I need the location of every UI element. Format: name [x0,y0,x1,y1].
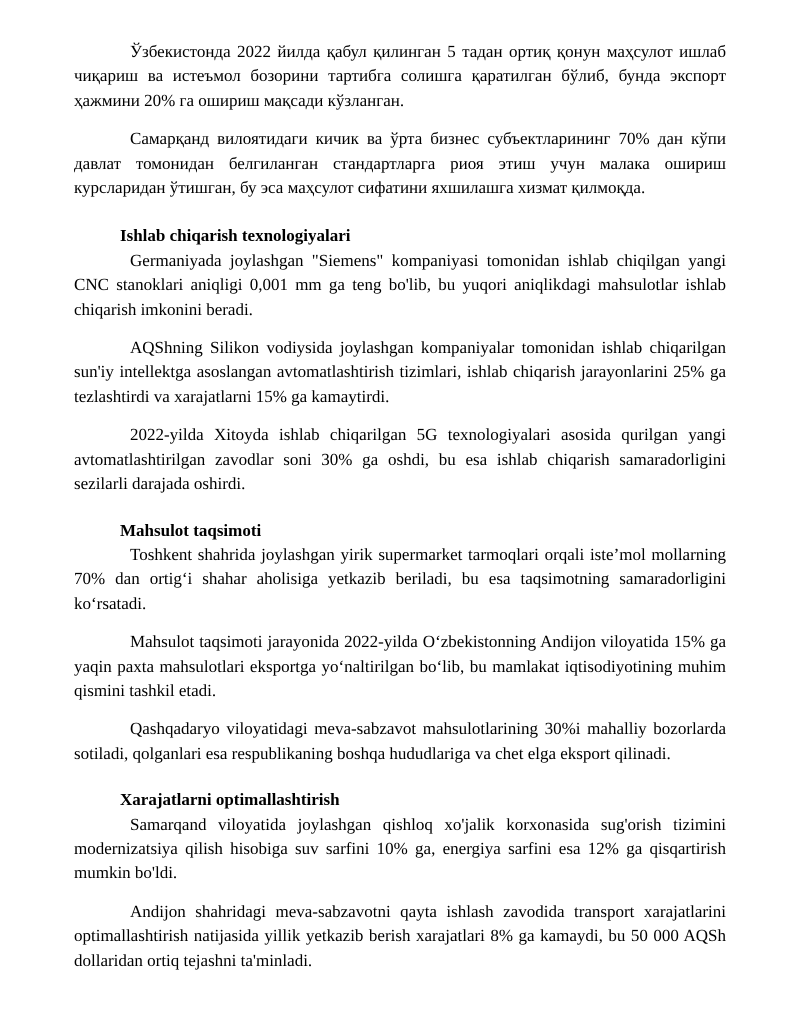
section-heading-cost-optimization: Xarajatlarni optimallashtirish [120,790,340,810]
section-3-paragraph-2: Andijon shahridagi meva-sabzavotni qayta ishlash zavodida transport xarajatlarini optimallashtirish natijasida yillik yetkazib berish xarajatlari 8% ga kamaydi, bu 50 000 AQSh dollaridan ortiq tejashni ta'minladi. [74,901,726,970]
section-heading-product-distribution: Mahsulot taqsimoti [120,520,262,540]
section-2-paragraph-1: Toshkent shahrida joylashgan yirik supermarket tarmoqlari orqali iste’mol mollarning 70% dan ortig‘i shahar aholisiga yetkazib beriladi, bu esa taqsimotning samaradorligini ko‘rsatadi. [74,544,726,613]
section-1-paragraph-2: AQShning Silikon vodiysida joylashgan kompaniyalar tomonidan ishlab chiqarilgan sun'iy intellektga asoslangan avtomatlashtirish tizimlari, ishlab chiqarish jarayonlarini 25% ga tezlashtirdi va xarajatlarni 15% ga kamaytirdi. [74,338,726,406]
section-1-paragraph-3: 2022-yilda Xitoyda ishlab chiqarilgan 5G texnologiyalari asosida qurilgan yangi avtomatlashtirilgan zavodlar soni 30% ga oshdi, bu esa ishlab chiqarish samaradorligini sezilarli darajada oshirdi. [74,425,726,494]
section-3-paragraph-1: Samarqand viloyatida joylashgan qishloq xo'jalik korxonasida sug'orish tizimini modernizatsiya qilish hisobiga suv sarfini 10% ga, energiya sarfini esa 12% ga qisqartirish mumkin bo'ldi. [74,814,726,883]
intro-paragraph-1: Ўзбекистонда 2022 йилда қабул қилинган 5 тадан ортиқ қонун маҳсулот ишлаб чиқариш ва истеъмол бозорини тартибга солишга қаратилган бўлиб, бунда экспорт ҳажмини 20% га ошириш мақсади кўзланган. [74,42,726,110]
section-2-paragraph-2: Mahsulot taqsimoti jarayonida 2022-yilda O‘zbekistonning Andijon viloyatida 15% ga yaqin paxta mahsulotlari eksportga yo‘naltirilgan bo‘lib, bu mamlakat iqtisodiyotining muhim qismini tashkil etadi. [74,632,726,700]
section-heading-production-technologies: Ishlab chiqarish texnologiyalari [120,226,351,246]
section-1-paragraph-1: Germaniyada joylashgan "Siemens" kompaniyasi tomonidan ishlab chiqilgan yangi CNC stanoklari aniqligi 0,001 mm ga teng bo'lib, bu yuqori aniqlikdagi mahsulotlar ishlab chiqarish imkonini beradi. [74,250,726,319]
section-2-paragraph-3: Qashqadaryo viloyatidagi meva-sabzavot mahsulotlarining 30%i mahalliy bozorlarda sotiladi, qolganlari esa respublikaning boshqa hududlariga va chet elga eksport qilinadi. [74,719,726,763]
intro-paragraph-2: Самарқанд вилоятидаги кичик ва ўрта бизнес субъектларининг 70% дан кўпи давлат томонидан белгиланган стандартларга риоя этиш учун малака ошириш курсларидан ўтишган, бу эса маҳсулот сифатини яхшилашга хизмат қилмоқда. [74,129,726,198]
